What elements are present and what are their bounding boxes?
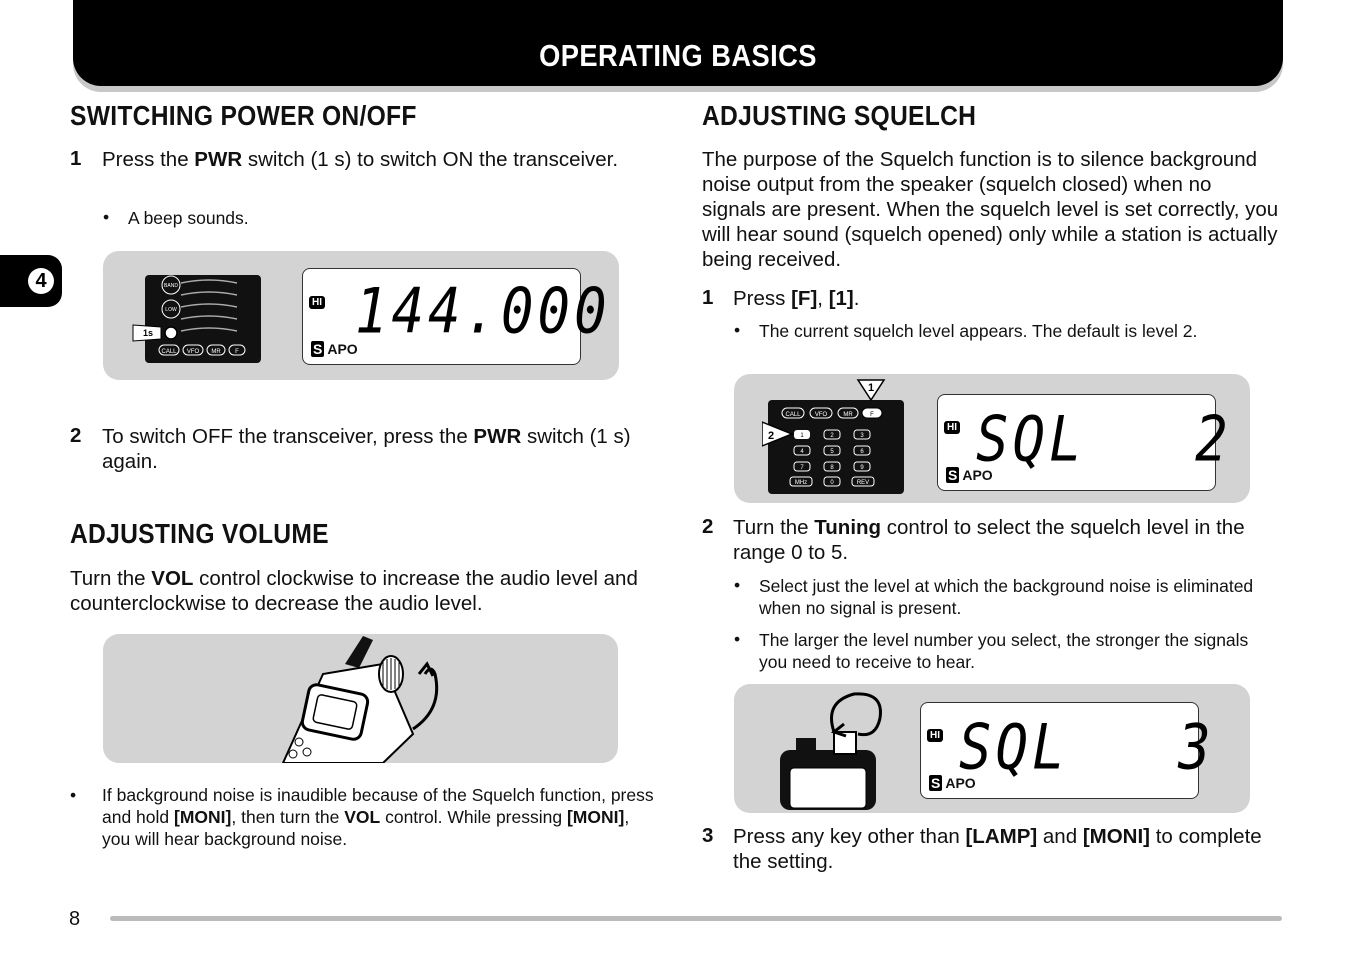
svg-text:7: 7 bbox=[800, 465, 804, 471]
apo-indicator: S APO bbox=[313, 341, 358, 357]
svg-text:4: 4 bbox=[800, 449, 804, 455]
power-step2-text: To switch OFF the transceiver, press the PWR switch (1 s) again. bbox=[102, 425, 631, 473]
volume-illustration bbox=[103, 634, 618, 763]
svg-text:CALL: CALL bbox=[785, 412, 801, 418]
mr-key-label: MR bbox=[211, 349, 221, 355]
hi-indicator: HI bbox=[309, 296, 325, 309]
power-step1-bullet: A beep sounds. bbox=[128, 208, 249, 228]
pwr-duration-label: 1s bbox=[143, 328, 154, 338]
call-key-label: CALL bbox=[161, 349, 177, 355]
bullet-icon: • bbox=[734, 320, 741, 340]
svg-text:6: 6 bbox=[860, 449, 864, 455]
step-number: 1 bbox=[702, 286, 714, 309]
svg-text:5: 5 bbox=[830, 449, 834, 455]
f-key-label: F bbox=[235, 349, 239, 355]
squelch-illustration-2 bbox=[734, 684, 1250, 813]
chapter-number: 4 bbox=[28, 268, 54, 294]
power-illustration bbox=[103, 251, 619, 380]
squelch-intro: The purpose of the Squelch function is to silence background noise output from the speaker (squelch closed) when no signals are present. When the squelch level is set correctly, you will hear sound (squelch opened) only while a station is actually being received. bbox=[702, 148, 1279, 271]
keypad-illustration bbox=[762, 378, 912, 496]
footer-divider bbox=[110, 916, 1282, 921]
step-number: 2 bbox=[70, 424, 82, 447]
svg-text:MR: MR bbox=[843, 412, 853, 418]
apo-indicator: S APO bbox=[931, 775, 976, 791]
lcd-display bbox=[920, 702, 1215, 799]
radio-tuning-knob-illustration bbox=[774, 688, 884, 810]
page-number: 8 bbox=[69, 908, 81, 930]
svg-text:8: 8 bbox=[830, 465, 834, 471]
svg-text:0: 0 bbox=[830, 480, 834, 486]
bullet-icon: • bbox=[70, 785, 77, 805]
low-key-label: LOW bbox=[165, 307, 177, 313]
step-number: 1 bbox=[70, 147, 82, 170]
radio-volume-knob-illustration bbox=[263, 634, 453, 763]
lcd-squelch-level: SQL 3 bbox=[959, 711, 1215, 784]
volume-text: Turn the VOL control clockwise to increase the audio level and counterclockwise to decrease the audio level. bbox=[70, 567, 638, 615]
svg-text:REV: REV bbox=[856, 480, 870, 486]
squelch-step2-bullet1: Select just the level at which the background noise is eliminated when no signal is present. bbox=[759, 576, 1254, 618]
svg-text:VFO: VFO bbox=[814, 412, 828, 418]
step-number: 3 bbox=[702, 824, 714, 847]
svg-text:3: 3 bbox=[860, 433, 864, 439]
chapter-tab bbox=[0, 255, 62, 307]
callout-2: 2 bbox=[767, 430, 775, 442]
callout-1: 1 bbox=[867, 382, 875, 394]
squelch-illustration-1 bbox=[734, 374, 1250, 503]
page-title: OPERATING BASICS bbox=[539, 38, 817, 73]
step-number: 2 bbox=[702, 515, 714, 538]
volume-heading: ADJUSTING VOLUME bbox=[70, 518, 329, 549]
band-key-label: BAND bbox=[164, 283, 178, 289]
power-heading: SWITCHING POWER ON/OFF bbox=[70, 100, 417, 131]
svg-text:9: 9 bbox=[860, 465, 864, 471]
svg-text:MHz: MHz bbox=[794, 480, 808, 486]
vfo-key-label: VFO bbox=[186, 349, 200, 355]
squelch-step3-text: Press any key other than [LAMP] and [MONI] to complete the setting. bbox=[733, 825, 1262, 873]
svg-text:2: 2 bbox=[830, 433, 834, 439]
hi-indicator: HI bbox=[927, 729, 943, 742]
volume-note: If background noise is inaudible because of the Squelch function, press and hold [MONI], then turn the VOL control. While pressing [MONI], you will hear background noise. bbox=[102, 785, 654, 849]
lcd-squelch-level: SQL 2 bbox=[976, 403, 1232, 476]
bullet-icon: • bbox=[734, 629, 741, 649]
hi-indicator: HI bbox=[944, 421, 960, 434]
lcd-frequency: 144.000 bbox=[355, 275, 611, 348]
svg-text:F: F bbox=[870, 412, 874, 418]
power-step1-text: Press the PWR switch (1 s) to switch ON the transceiver. bbox=[102, 148, 619, 171]
squelch-heading: ADJUSTING SQUELCH bbox=[702, 100, 977, 131]
squelch-step2-bullet2: The larger the level number you select, the stronger the signals you need to receive to hear. bbox=[759, 630, 1249, 672]
squelch-step1-bullet: The current squelch level appears. The default is level 2. bbox=[759, 321, 1198, 341]
bullet-icon: • bbox=[103, 207, 110, 227]
apo-indicator: S APO bbox=[948, 467, 993, 483]
keypad-illustration bbox=[131, 273, 271, 365]
squelch-step2-text: Turn the Tuning control to select the squelch level in the range 0 to 5. bbox=[733, 516, 1245, 564]
bullet-icon: • bbox=[734, 575, 741, 595]
lcd-display bbox=[302, 268, 611, 365]
svg-text:1: 1 bbox=[800, 433, 804, 439]
squelch-step1-text: Press [F], [1]. bbox=[733, 287, 860, 310]
header-banner bbox=[73, 0, 1283, 86]
lcd-display bbox=[937, 394, 1232, 491]
